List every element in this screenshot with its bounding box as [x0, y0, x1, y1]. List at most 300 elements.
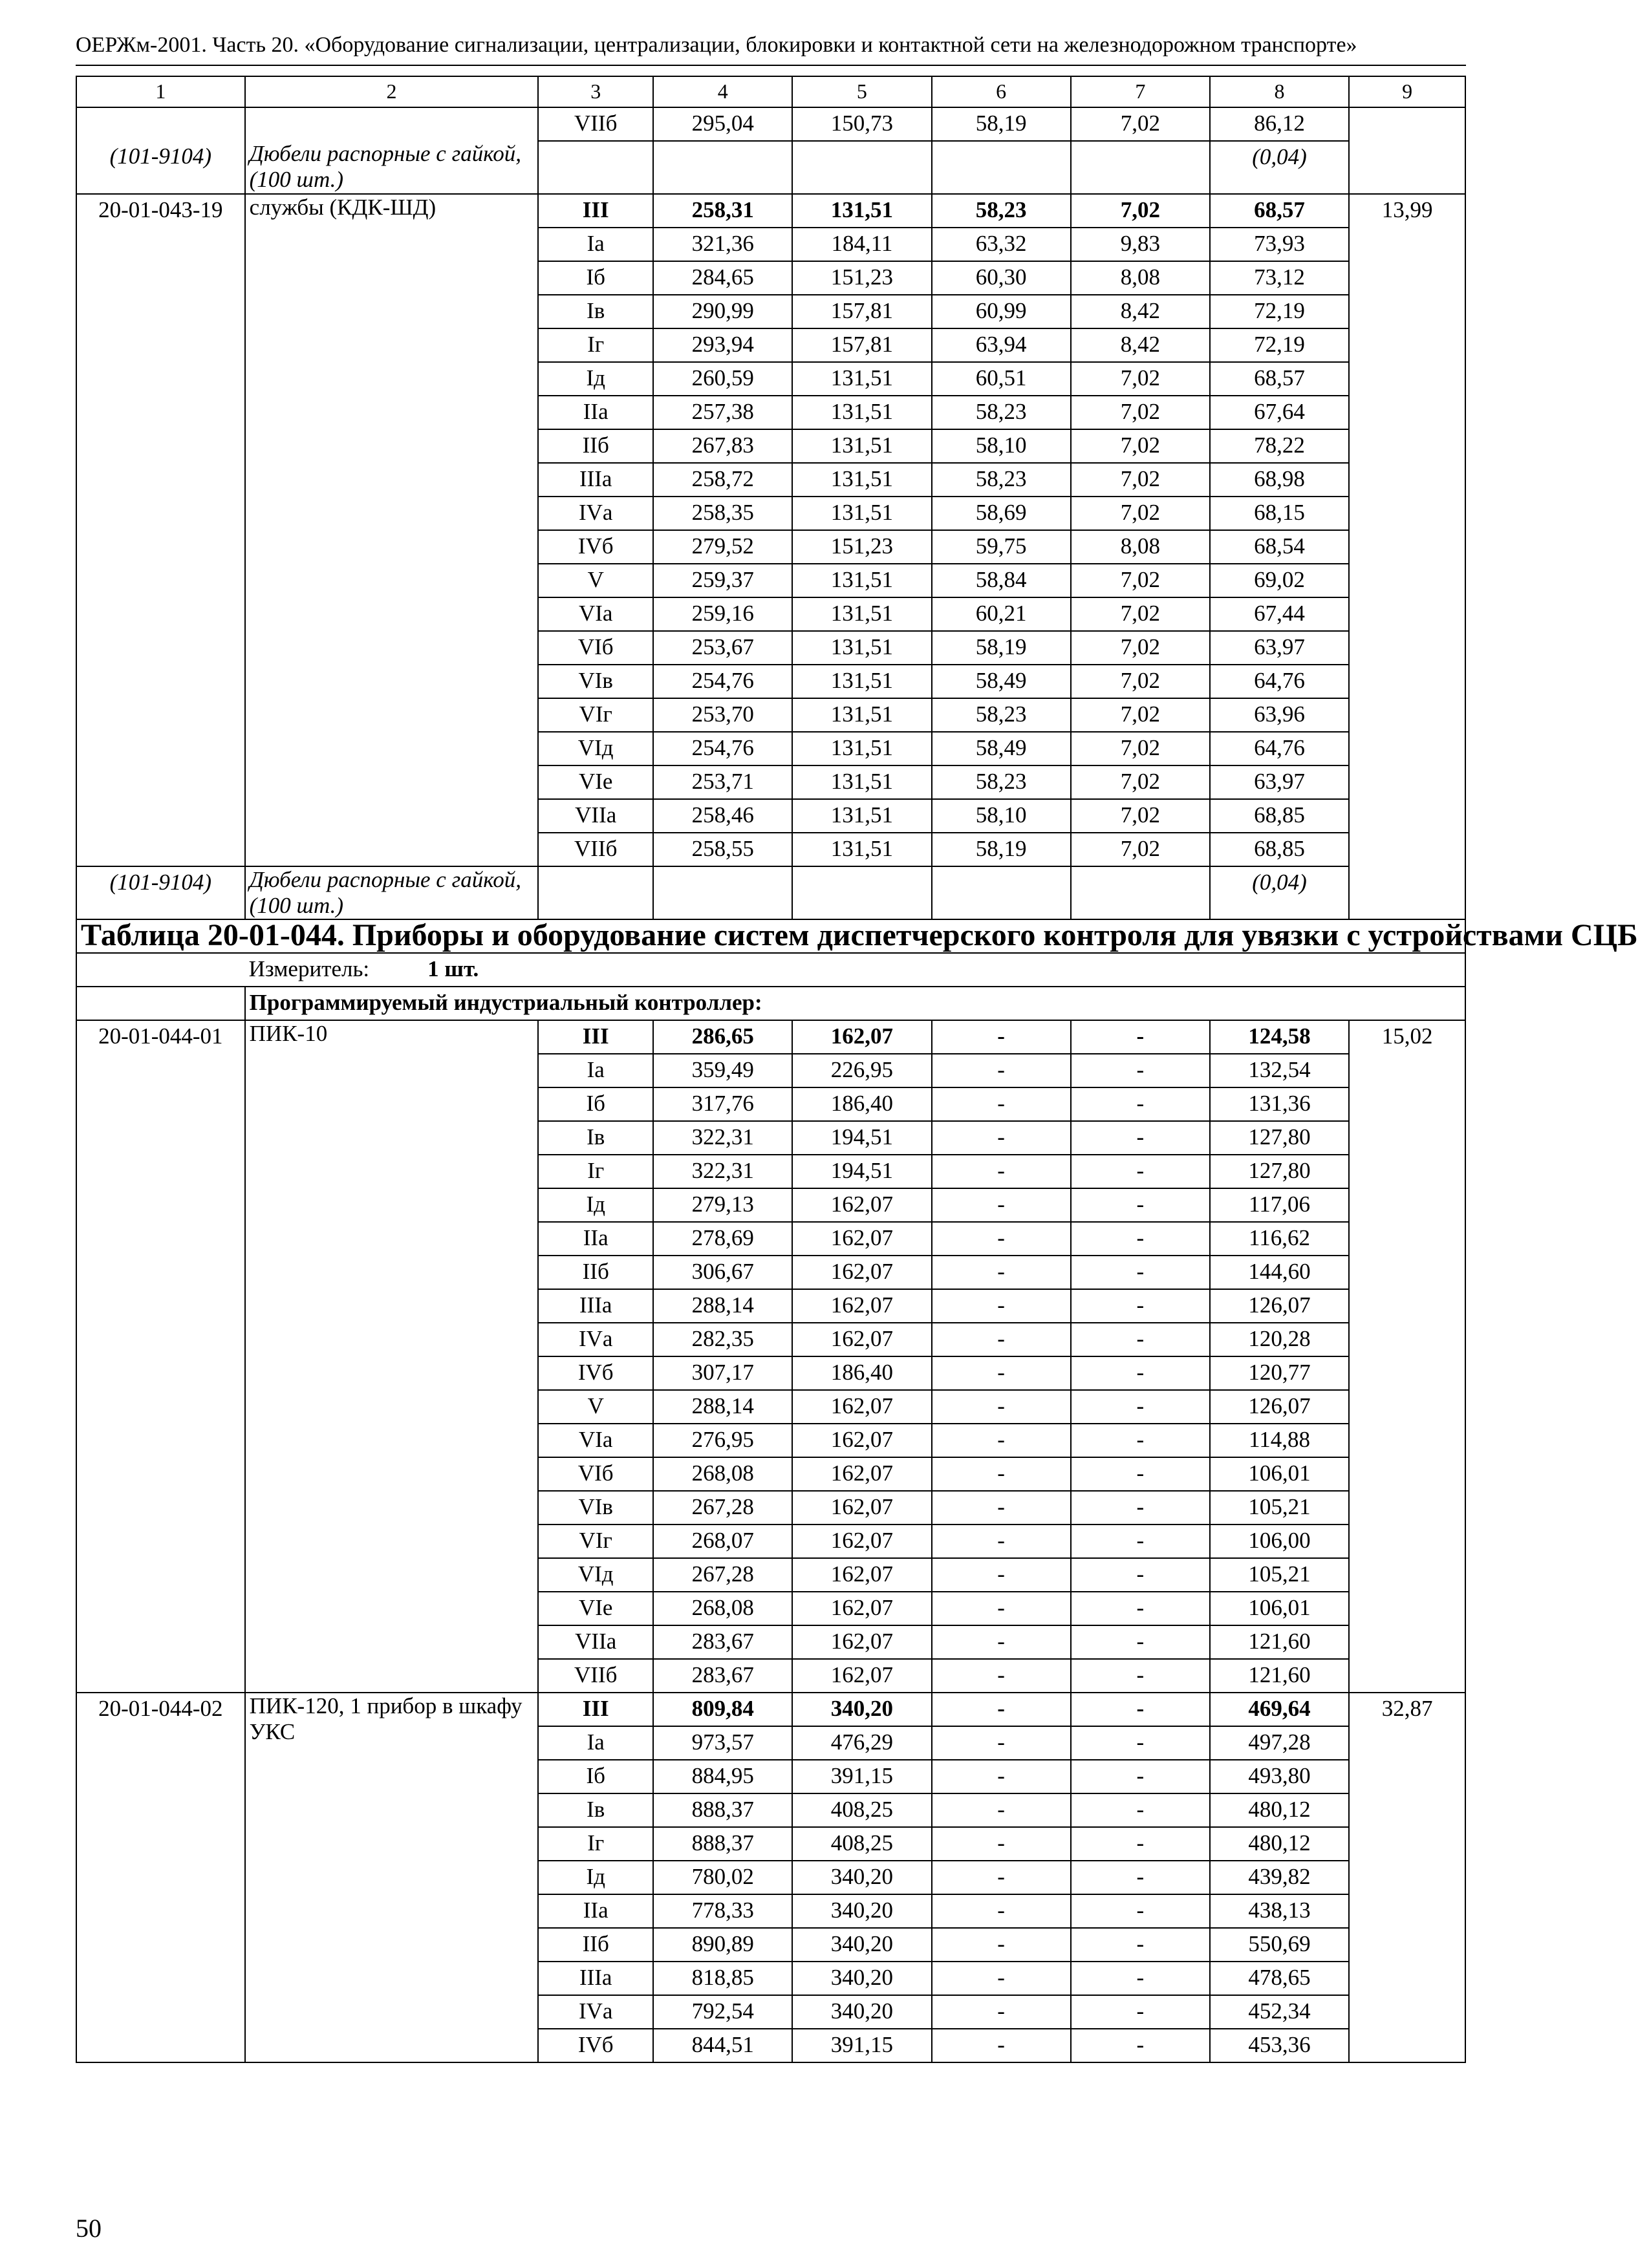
- cost-materials: 124,58: [1210, 1020, 1349, 1054]
- cost-operators: 7,02: [1071, 799, 1210, 833]
- zone-code: VIб: [538, 1457, 653, 1491]
- cost-operators: -: [1071, 1155, 1210, 1188]
- zone-code: IIа: [538, 396, 653, 429]
- zone-code: IIб: [538, 429, 653, 463]
- empty-cell: [653, 141, 792, 194]
- cost-total: 359,49: [653, 1054, 792, 1087]
- cost-labor: 150,73: [792, 107, 931, 141]
- cost-machines: -: [932, 1558, 1071, 1592]
- cost-machines: -: [932, 1390, 1071, 1424]
- cost-labor: 340,20: [792, 1894, 931, 1928]
- cost-machines: 58,19: [932, 107, 1071, 141]
- cost-operators: -: [1071, 1087, 1210, 1121]
- cost-total: 276,95: [653, 1424, 792, 1457]
- rate-name: службы (КДК-ШД): [245, 194, 539, 866]
- cost-labor: 157,81: [792, 295, 931, 328]
- cost-total: 884,95: [653, 1760, 792, 1793]
- cost-total: 890,89: [653, 1928, 792, 1962]
- cost-total: 283,67: [653, 1659, 792, 1693]
- measure-row: [76, 953, 1465, 987]
- empty-cell: [792, 866, 931, 919]
- cost-labor: 131,51: [792, 799, 931, 833]
- zone-code: IIIа: [538, 463, 653, 497]
- cost-materials: 63,96: [1210, 698, 1349, 732]
- cost-materials: 73,12: [1210, 261, 1349, 295]
- cost-materials: 64,76: [1210, 665, 1349, 698]
- cost-materials: 69,02: [1210, 564, 1349, 597]
- cost-operators: 8,42: [1071, 328, 1210, 362]
- cost-labor: 162,07: [792, 1524, 931, 1558]
- cost-labor: 131,51: [792, 597, 931, 631]
- cost-materials: 63,97: [1210, 631, 1349, 665]
- zone-code: IIа: [538, 1222, 653, 1256]
- cost-total: 254,76: [653, 732, 792, 765]
- cost-operators: -: [1071, 2029, 1210, 2062]
- zone-code: Iб: [538, 261, 653, 295]
- column-number: 7: [1071, 76, 1210, 107]
- zone-code: VIIб: [538, 833, 653, 866]
- cost-labor: 408,25: [792, 1793, 931, 1827]
- section-row: [76, 987, 1465, 1020]
- cost-machines: -: [932, 1928, 1071, 1962]
- cost-machines: -: [932, 1222, 1071, 1256]
- cost-materials: 106,01: [1210, 1592, 1349, 1625]
- zone-code: VIе: [538, 765, 653, 799]
- cost-materials: 73,93: [1210, 228, 1349, 261]
- cost-machines: 60,21: [932, 597, 1071, 631]
- cost-operators: -: [1071, 1054, 1210, 1087]
- cost-total: 258,31: [653, 194, 792, 228]
- cost-materials: 78,22: [1210, 429, 1349, 463]
- cost-labor: 131,51: [792, 463, 931, 497]
- cost-machines: -: [932, 1256, 1071, 1289]
- cost-labor: 391,15: [792, 2029, 931, 2062]
- cost-materials: 126,07: [1210, 1390, 1349, 1424]
- cost-total: 258,35: [653, 497, 792, 530]
- page-number: 50: [76, 2214, 102, 2243]
- zone-code: VIв: [538, 665, 653, 698]
- cost-materials: 120,77: [1210, 1356, 1349, 1390]
- cost-machines: 58,10: [932, 799, 1071, 833]
- cost-operators: -: [1071, 1188, 1210, 1222]
- cost-total: 283,67: [653, 1625, 792, 1659]
- cost-total: 268,08: [653, 1457, 792, 1491]
- cost-operators: 7,02: [1071, 107, 1210, 141]
- zone-code: VIIб: [538, 1659, 653, 1693]
- cost-labor: 184,11: [792, 228, 931, 261]
- cost-total: 253,70: [653, 698, 792, 732]
- cost-labor: 131,51: [792, 194, 931, 228]
- zone-code: IIб: [538, 1256, 653, 1289]
- empty-cell: [932, 141, 1071, 194]
- cost-operators: -: [1071, 1222, 1210, 1256]
- cost-machines: -: [932, 1962, 1071, 1995]
- cost-total: 253,67: [653, 631, 792, 665]
- zone-code: VIе: [538, 1592, 653, 1625]
- cost-machines: -: [932, 1793, 1071, 1827]
- measure-value: 1 шт.: [427, 956, 479, 981]
- cost-labor: 162,07: [792, 1558, 931, 1592]
- cost-operators: -: [1071, 1457, 1210, 1491]
- cost-machines: 58,23: [932, 765, 1071, 799]
- cost-labor: 162,07: [792, 1020, 931, 1054]
- cost-labor: 162,07: [792, 1256, 931, 1289]
- cost-materials: 480,12: [1210, 1827, 1349, 1861]
- rate-row: [76, 1693, 1465, 1726]
- cost-machines: 58,10: [932, 429, 1071, 463]
- cost-materials: 453,36: [1210, 2029, 1349, 2062]
- cost-materials: 68,15: [1210, 497, 1349, 530]
- cost-labor: 186,40: [792, 1087, 931, 1121]
- zone-code: IVб: [538, 1356, 653, 1390]
- zone-code: Iд: [538, 362, 653, 396]
- cost-total: 809,84: [653, 1693, 792, 1726]
- cost-operators: 7,02: [1071, 564, 1210, 597]
- cost-total: 278,69: [653, 1222, 792, 1256]
- zone-code: Iв: [538, 295, 653, 328]
- cost-materials: 72,19: [1210, 295, 1349, 328]
- rate-code: 20-01-044-02: [76, 1693, 245, 2062]
- cost-total: 973,57: [653, 1726, 792, 1760]
- cost-materials: 469,64: [1210, 1693, 1349, 1726]
- zone-code: IVа: [538, 1995, 653, 2029]
- cost-labor: 131,51: [792, 396, 931, 429]
- cost-labor: 340,20: [792, 1693, 931, 1726]
- zone-code: Iв: [538, 1121, 653, 1155]
- cost-materials: 439,82: [1210, 1861, 1349, 1894]
- cost-machines: -: [932, 1861, 1071, 1894]
- zone-code: V: [538, 1390, 653, 1424]
- cost-operators: 7,02: [1071, 463, 1210, 497]
- cost-machines: 58,23: [932, 396, 1071, 429]
- cost-machines: 59,75: [932, 530, 1071, 564]
- cost-operators: -: [1071, 1390, 1210, 1424]
- cost-total: 317,76: [653, 1087, 792, 1121]
- cost-machines: -: [932, 1625, 1071, 1659]
- cost-operators: -: [1071, 1121, 1210, 1155]
- cost-machines: -: [932, 1121, 1071, 1155]
- zone-code: VIд: [538, 1558, 653, 1592]
- zone-code: IIIа: [538, 1962, 653, 1995]
- cost-operators: 7,02: [1071, 597, 1210, 631]
- cost-operators: 7,02: [1071, 362, 1210, 396]
- cost-labor: 162,07: [792, 1323, 931, 1356]
- cost-materials: 121,60: [1210, 1659, 1349, 1693]
- cost-total: 307,17: [653, 1356, 792, 1390]
- zone-code: VIг: [538, 698, 653, 732]
- cost-machines: 58,23: [932, 698, 1071, 732]
- cost-materials: 106,01: [1210, 1457, 1349, 1491]
- cost-machines: -: [932, 1827, 1071, 1861]
- cost-operators: -: [1071, 1928, 1210, 1962]
- table-title-row: [76, 919, 1465, 953]
- cost-total: 267,28: [653, 1558, 792, 1592]
- table-title: Таблица 20-01-044. Приборы и оборудование систем диспетчерского контроля для увязки с устройствами СЦБ: [76, 919, 1465, 953]
- rate-row: [76, 1020, 1465, 1054]
- cost-machines: 63,32: [932, 228, 1071, 261]
- cost-machines: -: [932, 1760, 1071, 1793]
- cost-operators: 8,42: [1071, 295, 1210, 328]
- cost-operators: 8,08: [1071, 261, 1210, 295]
- zone-code: VIд: [538, 732, 653, 765]
- rates-table: [76, 76, 1638, 2063]
- column-number: 2: [245, 76, 539, 107]
- material-name: Дюбели распорные с гайкой, (100 шт.): [245, 141, 539, 194]
- cost-operators: -: [1071, 1323, 1210, 1356]
- material-code: (101-9104): [76, 141, 245, 194]
- cost-machines: -: [932, 1087, 1071, 1121]
- cost-operators: -: [1071, 1424, 1210, 1457]
- cost-total: 257,38: [653, 396, 792, 429]
- column-number-row: [76, 76, 1465, 107]
- material-quantity: (0,04): [1210, 866, 1349, 919]
- material-footnote-row: [76, 866, 1465, 919]
- cost-materials: 64,76: [1210, 732, 1349, 765]
- rate-name: ПИК-120, 1 прибор в шкафу УКС: [245, 1693, 539, 2062]
- cost-total: 267,83: [653, 429, 792, 463]
- cost-machines: 60,99: [932, 295, 1071, 328]
- cost-operators: -: [1071, 1793, 1210, 1827]
- material-code: (101-9104): [76, 866, 245, 919]
- cost-total: 322,31: [653, 1121, 792, 1155]
- cost-machines: 58,84: [932, 564, 1071, 597]
- cost-machines: -: [932, 1894, 1071, 1928]
- rate-name: ПИК-10: [245, 1020, 539, 1693]
- zone-code: III: [538, 1693, 653, 1726]
- cost-total: 288,14: [653, 1289, 792, 1323]
- cost-materials: 105,21: [1210, 1558, 1349, 1592]
- cost-total: 253,71: [653, 765, 792, 799]
- cost-total: 284,65: [653, 261, 792, 295]
- cost-operators: 7,02: [1071, 732, 1210, 765]
- zone-code: Iд: [538, 1188, 653, 1222]
- cost-labor: 162,07: [792, 1592, 931, 1625]
- zone-code: IIб: [538, 1928, 653, 1962]
- cost-labor: 194,51: [792, 1121, 931, 1155]
- empty-cell: [1071, 141, 1210, 194]
- cost-materials: 117,06: [1210, 1188, 1349, 1222]
- cost-machines: -: [932, 1491, 1071, 1524]
- cost-total: 322,31: [653, 1155, 792, 1188]
- cost-operators: -: [1071, 1962, 1210, 1995]
- cost-labor: 131,51: [792, 564, 931, 597]
- cost-total: 259,16: [653, 597, 792, 631]
- cost-machines: -: [932, 1323, 1071, 1356]
- cost-materials: 63,97: [1210, 765, 1349, 799]
- cost-operators: 7,02: [1071, 665, 1210, 698]
- rate-code: 20-01-043-19: [76, 194, 245, 866]
- cost-labor: 131,51: [792, 732, 931, 765]
- cost-operators: 7,02: [1071, 833, 1210, 866]
- cost-operators: -: [1071, 1625, 1210, 1659]
- section-heading: Программируемый индустриальный контроллер:: [245, 987, 1465, 1020]
- section-spacer: [76, 987, 245, 1020]
- zone-code: IIа: [538, 1894, 653, 1928]
- cost-total: 295,04: [653, 107, 792, 141]
- cost-labor: 226,95: [792, 1054, 931, 1087]
- cost-labor: 162,07: [792, 1424, 931, 1457]
- cost-labor: 151,23: [792, 530, 931, 564]
- zone-code: Iг: [538, 1155, 653, 1188]
- zone-code: VIIа: [538, 799, 653, 833]
- empty-cell: [1071, 866, 1210, 919]
- cost-machines: -: [932, 1592, 1071, 1625]
- cost-labor: 186,40: [792, 1356, 931, 1390]
- cost-operators: 7,02: [1071, 429, 1210, 463]
- cost-machines: 58,19: [932, 631, 1071, 665]
- rate-row: [76, 194, 1465, 228]
- cost-operators: -: [1071, 1726, 1210, 1760]
- cost-total: 778,33: [653, 1894, 792, 1928]
- cost-materials: 106,00: [1210, 1524, 1349, 1558]
- empty-cell: [653, 866, 792, 919]
- cost-operators: -: [1071, 1592, 1210, 1625]
- cost-operators: 9,83: [1071, 228, 1210, 261]
- cost-materials: 68,85: [1210, 833, 1349, 866]
- cost-labor: 162,07: [792, 1625, 931, 1659]
- cost-machines: -: [932, 1188, 1071, 1222]
- cost-total: 818,85: [653, 1962, 792, 1995]
- labor-hours: 15,02: [1349, 1020, 1465, 1693]
- cost-materials: 68,57: [1210, 194, 1349, 228]
- cost-labor: 162,07: [792, 1289, 931, 1323]
- cost-operators: 7,02: [1071, 497, 1210, 530]
- rate-row: [76, 107, 1465, 141]
- cost-operators: -: [1071, 1659, 1210, 1693]
- material-quantity: (0,04): [1210, 141, 1349, 194]
- cost-labor: 131,51: [792, 765, 931, 799]
- cost-labor: 162,07: [792, 1491, 931, 1524]
- cost-machines: 58,49: [932, 665, 1071, 698]
- empty-cell: [932, 866, 1071, 919]
- cost-total: 293,94: [653, 328, 792, 362]
- zone-code: Iв: [538, 1793, 653, 1827]
- cost-machines: -: [932, 1020, 1071, 1054]
- cost-labor: 131,51: [792, 362, 931, 396]
- cost-labor: 131,51: [792, 698, 931, 732]
- cost-machines: 58,23: [932, 194, 1071, 228]
- cost-total: 288,14: [653, 1390, 792, 1424]
- cost-operators: -: [1071, 1524, 1210, 1558]
- zone-code: VIг: [538, 1524, 653, 1558]
- cost-machines: -: [932, 1457, 1071, 1491]
- cost-operators: 7,02: [1071, 631, 1210, 665]
- zone-code: Iд: [538, 1861, 653, 1894]
- cost-materials: 497,28: [1210, 1726, 1349, 1760]
- cost-labor: 131,51: [792, 665, 931, 698]
- labor-hours: 13,99: [1349, 194, 1465, 919]
- zone-code: IIIа: [538, 1289, 653, 1323]
- cost-materials: 452,34: [1210, 1995, 1349, 2029]
- labor-hours: [1349, 107, 1465, 194]
- cost-total: 279,13: [653, 1188, 792, 1222]
- cost-materials: 68,54: [1210, 530, 1349, 564]
- cost-operators: -: [1071, 1995, 1210, 2029]
- cost-total: 286,65: [653, 1020, 792, 1054]
- cost-total: 268,08: [653, 1592, 792, 1625]
- cost-total: 268,07: [653, 1524, 792, 1558]
- rate-name: [245, 107, 539, 141]
- column-number: 8: [1210, 76, 1349, 107]
- cost-materials: 126,07: [1210, 1289, 1349, 1323]
- cost-labor: 162,07: [792, 1222, 931, 1256]
- cost-materials: 478,65: [1210, 1962, 1349, 1995]
- cost-labor: 340,20: [792, 1861, 931, 1894]
- cost-materials: 438,13: [1210, 1894, 1349, 1928]
- cost-labor: 162,07: [792, 1188, 931, 1222]
- cost-materials: 68,98: [1210, 463, 1349, 497]
- cost-machines: -: [932, 1356, 1071, 1390]
- cost-total: 279,52: [653, 530, 792, 564]
- zone-code: VIа: [538, 1424, 653, 1457]
- zone-code: IVб: [538, 2029, 653, 2062]
- cost-operators: -: [1071, 1558, 1210, 1592]
- cost-materials: 105,21: [1210, 1491, 1349, 1524]
- cost-labor: 408,25: [792, 1827, 931, 1861]
- cost-total: 306,67: [653, 1256, 792, 1289]
- column-number: 3: [538, 76, 653, 107]
- cost-machines: 58,69: [932, 497, 1071, 530]
- cost-labor: 131,51: [792, 497, 931, 530]
- cost-materials: 550,69: [1210, 1928, 1349, 1962]
- cost-materials: 67,64: [1210, 396, 1349, 429]
- cost-operators: 7,02: [1071, 194, 1210, 228]
- zone-code: Iа: [538, 1054, 653, 1087]
- cost-machines: 58,23: [932, 463, 1071, 497]
- zone-code: Iг: [538, 328, 653, 362]
- cost-materials: 131,36: [1210, 1087, 1349, 1121]
- material-name: Дюбели распорные с гайкой, (100 шт.): [245, 866, 539, 919]
- cost-operators: -: [1071, 1020, 1210, 1054]
- zone-code: Iб: [538, 1087, 653, 1121]
- cost-machines: 58,19: [932, 833, 1071, 866]
- cost-operators: 7,02: [1071, 765, 1210, 799]
- cost-total: 260,59: [653, 362, 792, 396]
- cost-operators: -: [1071, 1693, 1210, 1726]
- column-number: 1: [76, 76, 245, 107]
- column-number: 9: [1349, 76, 1465, 107]
- zone-code: Iг: [538, 1827, 653, 1861]
- cost-labor: 162,07: [792, 1457, 931, 1491]
- cost-materials: 67,44: [1210, 597, 1349, 631]
- cost-operators: 7,02: [1071, 396, 1210, 429]
- cost-operators: 7,02: [1071, 698, 1210, 732]
- zone-code: VIа: [538, 597, 653, 631]
- cost-machines: -: [932, 1726, 1071, 1760]
- cost-machines: -: [932, 1289, 1071, 1323]
- zone-code: IVб: [538, 530, 653, 564]
- cost-operators: -: [1071, 1491, 1210, 1524]
- cost-total: 844,51: [653, 2029, 792, 2062]
- rate-code: 20-01-044-01: [76, 1020, 245, 1693]
- cost-labor: 476,29: [792, 1726, 931, 1760]
- cost-materials: 68,57: [1210, 362, 1349, 396]
- cost-machines: -: [932, 1693, 1071, 1726]
- zone-code: III: [538, 1020, 653, 1054]
- cost-materials: 120,28: [1210, 1323, 1349, 1356]
- cost-machines: 63,94: [932, 328, 1071, 362]
- cost-labor: 340,20: [792, 1962, 931, 1995]
- cost-materials: 121,60: [1210, 1625, 1349, 1659]
- cost-machines: -: [932, 1524, 1071, 1558]
- cost-labor: 151,23: [792, 261, 931, 295]
- cost-operators: -: [1071, 1356, 1210, 1390]
- cost-operators: -: [1071, 1827, 1210, 1861]
- cost-machines: -: [932, 2029, 1071, 2062]
- cost-labor: 162,07: [792, 1659, 931, 1693]
- measure-spacer: [76, 953, 245, 987]
- labor-hours: 32,87: [1349, 1693, 1465, 2062]
